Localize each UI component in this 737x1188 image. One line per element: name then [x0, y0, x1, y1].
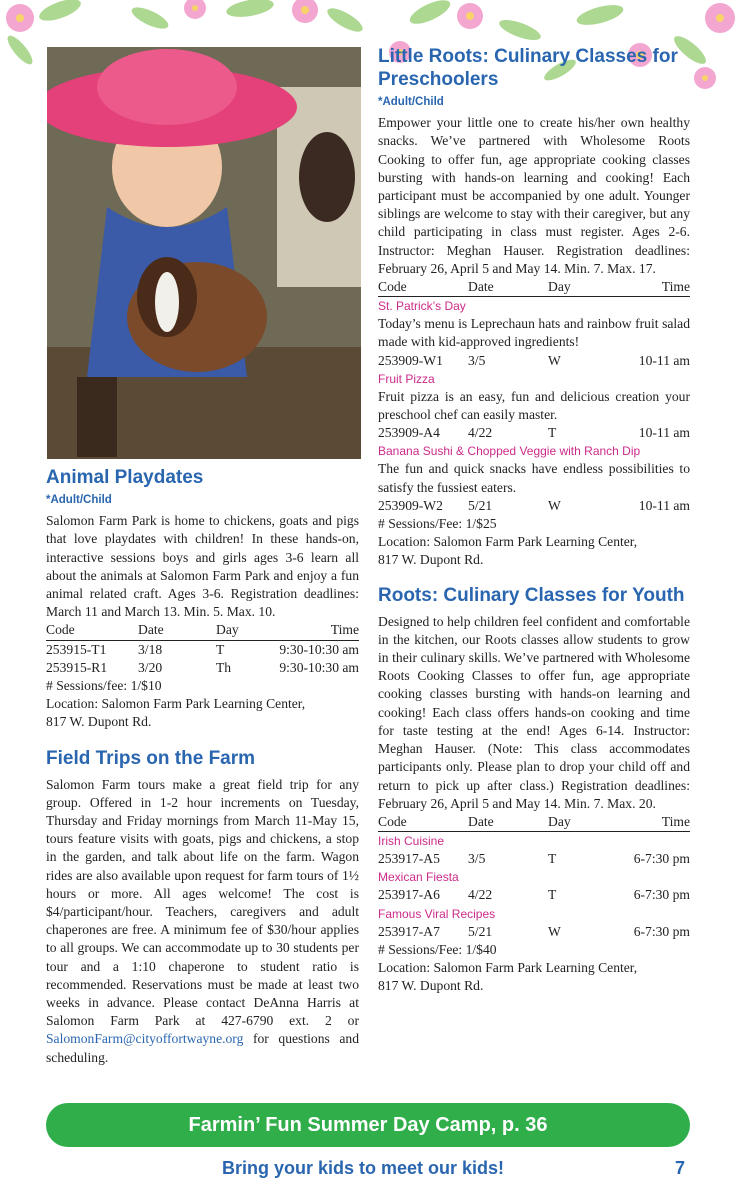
cell-date: 4/22 [468, 887, 493, 903]
animal-playdates-body: Salomon Farm Park is home to chickens, goats and pigs that love playdates with children! In these hands-on, interactive sessions boys and girls ages 3-6 learn all about the animals at Salomon Farm Park and enjoy a fun animal related craft. Ages 3-6. Registration deadlines: March 11 and March 13. Min. 5. Max. 10. [46, 513, 359, 620]
col-date: Date [468, 279, 494, 295]
col-day: Day [548, 279, 571, 295]
email-link[interactable]: SalomonFarm@cityoffortwayne.org [46, 1031, 244, 1047]
summer-camp-banner[interactable]: Farmin’ Fun Summer Day Camp, p. 36 [46, 1103, 690, 1147]
cell-time: 9:30-10:30 am [279, 641, 359, 657]
cell-time: 10-11 am [638, 425, 690, 441]
field-trips-body [46, 776, 359, 1067]
little-roots-title: Little Roots: Culinary Classes for Preschoolers [378, 46, 678, 90]
cell-code: 253917-A5 [378, 851, 440, 867]
class-name: Irish Cuisine [378, 834, 445, 849]
class-name: Famous Viral Recipes [378, 906, 496, 921]
table-row [378, 497, 690, 515]
cell-day: T [216, 641, 225, 657]
col-time: Time [661, 279, 690, 295]
animal-location-1: Location: Salomon Farm Park Learning Center, [46, 696, 306, 712]
roots-table-header [378, 813, 690, 832]
col-code: Code [378, 279, 407, 295]
roots-location-2: 817 W. Dupont Rd. [378, 978, 484, 994]
cell-day: T [548, 425, 557, 441]
little-fee: # Sessions/Fee: 1/$25 [378, 516, 497, 532]
class-description: The fun and quick snacks have endless possibilities to satisfy the fussiest eaters. [378, 461, 690, 495]
little-roots-subtitle: *Adult/Child [378, 96, 444, 108]
cell-time: 9:30-10:30 am [279, 659, 359, 675]
cell-time: 6-7:30 pm [633, 887, 690, 903]
girl-with-goat-photo [47, 47, 361, 459]
right-column [378, 45, 690, 995]
cell-date: 3/5 [468, 851, 486, 867]
class-description: Fruit pizza is an easy, fun and delicious creation your preschool chef can easily master. [378, 388, 690, 423]
cell-code: 253909-W2 [378, 497, 443, 513]
class-name: Fruit Pizza [378, 371, 435, 386]
cell-date: 4/22 [468, 425, 493, 441]
animal-playdates-subtitle: *Adult/Child [46, 494, 112, 506]
class-name: Mexican Fiesta [378, 870, 459, 885]
col-time: Time [661, 813, 690, 829]
cell-code: 253917-A7 [378, 923, 440, 939]
cell-code: 253915-R1 [46, 659, 108, 675]
animal-table-header [46, 621, 359, 640]
cell-code: 253909-A4 [378, 425, 440, 441]
animal-fee: # Sessions/fee: 1/$10 [46, 678, 162, 694]
little-location-1: Location: Salomon Farm Park Learning Center, [378, 534, 638, 550]
little-table-header [378, 278, 690, 297]
table-row [378, 850, 690, 868]
cell-day: T [548, 887, 557, 903]
field-trips-title: Field Trips on the Farm [46, 747, 256, 769]
cell-code: 253909-W1 [378, 352, 443, 368]
roots-body: Designed to help children feel confident and comfortable in the kitchen, our Roots classes allow students to grow in their culinary skills. We’ve partnered with Wholesome Roots Cooking Classes to offer fun, age appropriate cooking classes bursting with hands-on learning and cooking! Each class offers hands-on cooking and time for taste testing at the end! Ages 6-14. Instructor: Meghan Hauser. (Note: This class accommodates participants only. Please plan to drop your child off and return to pick up after class.) Registration deadlines: February 26, April 5 and May 14. Min. 7. Max. 20. [378, 613, 690, 811]
roots-fee: # Sessions/Fee: 1/$40 [378, 941, 497, 957]
footer-tagline: Bring your kids to meet our kids! [222, 1158, 505, 1178]
col-day: Day [548, 813, 571, 829]
animal-playdates-title: Animal Playdates [46, 467, 204, 488]
class-description: Today’s menu is Leprechaun hats and rainbow fruit salad made with kid-approved ingredients! [378, 316, 690, 350]
cell-day: W [548, 352, 561, 368]
cell-date: 5/21 [468, 497, 493, 513]
cell-code: 253917-A6 [378, 887, 440, 903]
roots-title: Roots: Culinary Classes for Youth [378, 584, 685, 606]
animal-location-2: 817 W. Dupont Rd. [46, 714, 152, 730]
field-trips-text: Salomon Farm tours make a great field trip for any group. Offered in 1-2 hour increments on Tuesday, Thursday and Friday mornings from March 11-May 15, tours feature visits with goats, pigs and chickens, a stop in the garden, and talk about life on the farm. Wagon rides are also available upon request for farm tours of 1½ hours or more. All ages welcome! The cost is $4/participant/hour. Teachers, caregivers and adult chaperones are free. A minimum fee of $30/hour applies to all groups. We can accommodate up to 30 students per tour and a 1:10 chaperone to student ratio is recommended. Reservations must be made at least two weeks in advance. Please contact DeAnna Harris at Salomon Farm Park at 427-6790 ext. 2 or [46, 776, 359, 1029]
cell-code: 253915-T1 [46, 641, 107, 657]
cell-time: 6-7:30 pm [633, 923, 690, 939]
cell-date: 3/18 [138, 641, 163, 657]
field-trips-after: for questions and scheduling. [46, 1031, 359, 1065]
table-row [378, 923, 690, 941]
roots-location-1: Location: Salomon Farm Park Learning Center, [378, 959, 638, 975]
cell-date: 3/20 [138, 659, 163, 675]
table-row [46, 659, 359, 677]
little-roots-body: Empower your little one to create his/her own healthy snacks. We’ve partnered with Wholesome Roots Cooking to offer fun, age appropriate cooking classes bursting with hands-on learning and cooking! Each participant must be accompanied by one adult. Younger siblings are welcome to stay with their caregiver, but any child participating in class must register. Ages 2-6. Instructor: Meghan Hauser. Registration deadlines: February 26, April 5 and May 14. Min. 7. Max. 17. [378, 115, 690, 276]
col-day: Day [216, 622, 239, 638]
little-location-2: 817 W. Dupont Rd. [378, 552, 484, 568]
col-code: Code [46, 622, 75, 638]
left-column [46, 466, 359, 1067]
cell-time: 10-11 am [638, 352, 690, 368]
cell-day: T [548, 851, 557, 867]
cell-date: 5/21 [468, 923, 493, 939]
table-row [378, 352, 690, 370]
table-row [378, 886, 690, 904]
cell-day: Th [216, 659, 232, 675]
cell-time: 6-7:30 pm [633, 851, 690, 867]
col-date: Date [468, 813, 494, 829]
table-row [378, 424, 690, 442]
cell-time: 10-11 am [638, 497, 690, 513]
col-date: Date [138, 622, 164, 638]
table-row [46, 641, 359, 659]
page-number: 7 [675, 1158, 686, 1178]
cell-day: W [548, 497, 561, 513]
cell-date: 3/5 [468, 352, 486, 368]
class-name: Banana Sushi & Chopped Veggie with Ranch Dip [378, 444, 641, 459]
class-name: St. Patrick’s Day [378, 299, 466, 314]
col-time: Time [330, 622, 359, 638]
cell-day: W [548, 923, 561, 939]
col-code: Code [378, 813, 407, 829]
